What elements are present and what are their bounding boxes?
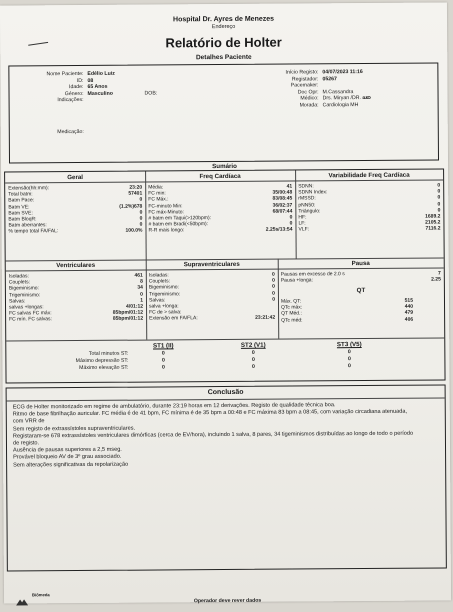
qt-title: QT [356, 287, 366, 295]
pacemaker-label: Pacemaker: [290, 82, 319, 89]
patient-id-value: 08 [87, 77, 94, 84]
st1-values [138, 350, 188, 371]
st-value: 0 [347, 356, 351, 363]
patient-age-value: 65 Anos [87, 84, 108, 91]
variab-table [298, 182, 440, 233]
summary-box [4, 168, 445, 383]
patient-name-label: Nome Paciente: [46, 70, 84, 78]
logo-text: Biômeda [32, 592, 50, 598]
patient-id-label: ID: [76, 77, 84, 84]
table-row: QTc méd: 406 [281, 316, 414, 324]
st-total-label: Total minutos ST: [88, 350, 129, 357]
st-labels [16, 351, 128, 373]
table-row: rMSSD: 0 [298, 194, 441, 202]
geral-title: Geral [67, 173, 84, 182]
divider [7, 397, 445, 401]
table-row: Salvas: 1 [8, 297, 144, 305]
freq-table [148, 184, 292, 235]
patient-age-label: Idade: [69, 84, 84, 91]
table-row: Batm SVE: 0 [8, 209, 143, 217]
table-row: Batm aberrantes: 0 [8, 221, 143, 229]
table-row: Isoladas: 461 [8, 272, 143, 280]
table-row: R-R mais longo: 2.25s/13:54 [148, 226, 293, 234]
table-row: Bigeminismo: 0 [148, 284, 275, 291]
table-row: Total batm: 57401 [8, 190, 143, 198]
st2-header: ST2 (V1) [240, 341, 266, 349]
st-value: 0 [251, 349, 255, 356]
report-page [0, 2, 451, 603]
table-row: Extensão(hh:mm): 23:20 [8, 184, 143, 192]
table-row: Trigeminismo: 0 [148, 290, 275, 298]
qt-table [281, 298, 413, 324]
st-section [6, 339, 444, 380]
table-row: Triângulo: 0 [298, 207, 441, 215]
table-row: FC Máx.: 83/08:45 [148, 195, 293, 203]
table-row: Couplets: 8 [8, 278, 143, 286]
doc-operator-value: M.Cassandra [322, 88, 354, 96]
table-row: Média: 41 [148, 183, 293, 191]
table-row: Extensão em FA/FLA: 23:21:42 [149, 315, 276, 322]
table-row: Trigeminismo: 0 [8, 291, 143, 299]
table-row: salva +longa: [149, 303, 179, 310]
divider [278, 259, 280, 339]
table-row: Salvas: 0 [148, 296, 275, 304]
st-depression-label: Máximo depressão ST: [75, 357, 129, 365]
table-row: FC de > salva: [149, 309, 182, 316]
conclusion-title: Conclusão [207, 388, 244, 397]
address-field-label: Morada: [299, 102, 319, 109]
hospital-name: Hospital Dr. Ayres de Menezes [172, 15, 275, 24]
table-row: FC salvas FC máx: 85bpm/01:12 [9, 309, 144, 317]
table-row: pNN50: 0 [298, 201, 441, 209]
patient-gender-label: Género: [64, 90, 84, 97]
table-row: FC mín. FC salvas: 85bpm/01:12 [9, 315, 144, 323]
summary-title: Sumário [212, 162, 237, 171]
patient-gender-value: Masculino [87, 90, 113, 97]
table-row: Bigeminismo: 34 [8, 284, 143, 292]
st1-header: ST1 (II) [152, 342, 174, 350]
patient-right-values [322, 69, 432, 109]
table-row: Batm VE: (1.2%)678 [8, 203, 143, 211]
table-row: Máx. QT: 515 [280, 297, 414, 305]
table-row: % tempo total FA/FAL: 100.0% [8, 227, 143, 235]
supra-table [149, 272, 275, 323]
table-row: Batm Pace: 0 [8, 196, 143, 204]
st3-values [324, 349, 374, 370]
table-row: # batm em Bradi(<50bpm): 0 [148, 220, 293, 228]
doc-operator-label: Doc Opr: [297, 89, 319, 96]
st-value: 0 [251, 356, 255, 363]
pausa-table [281, 270, 441, 284]
st-value: 0 [251, 363, 255, 370]
section-patient-details: Detalhes Paciente [195, 53, 252, 62]
patient-left-labels [13, 71, 83, 136]
table-row: LF: 2105.2 [298, 219, 441, 227]
conclusion-text: ECG de Holter monitorizado em regime de ambulatório, durante 23:19 horas em 12 derivações. Registo de qualidade técnica boa. Ritmo de base fibrilhação auricular. FC média é de 41 bpm, FC mínima é de 35 bpm a 00:48 e FC máxima 83 bpm a 08:45, com variação circadiana atenuada, com VRR de Sem registo de extrassístoles supraventriculares. Registaram-se 678 extrassístoles ventriculares dimórficas (cerca de EV/hora), incluindo 1 salva, 8 pares, 34 tigeminismos distribuídas ao longo de todo o período de registo. Ausência de pausas superiores a 2,5 mseg. Provável bloqueio AV de 3º grau associado. Sem alterações significativas da repolarização [12, 402, 414, 469]
variab-title: Variabilidade Freq Cardíaca [328, 171, 410, 180]
recorder-value: 05267 [322, 75, 337, 82]
divider [295, 171, 297, 259]
patient-indications-label: Indicações: [57, 97, 84, 104]
table-row: salvas +longas: 4/01:12 [9, 303, 144, 311]
physician-name: Drs. Miryan /DR. [322, 95, 361, 102]
table-row: QT Méd.: 479 [281, 310, 414, 318]
st3-header: ST3 (V5) [336, 341, 362, 349]
st-elevation-label: Máximo elevação ST: [79, 364, 129, 372]
report-title: Relatório de Holter [165, 34, 282, 51]
conclusion-box [6, 384, 447, 571]
address-label: Endereço [211, 23, 236, 31]
freq-title: Freq Cardíaca [199, 172, 241, 181]
signature-scribble: ɯɷ [362, 95, 371, 102]
geral-table [8, 185, 142, 236]
table-row: # batm em Taqui(>120bpm): 0 [148, 214, 293, 222]
table-row: Isoladas: 0 [148, 271, 275, 279]
table-row: FC máx-Minuto: 68/07:44 [148, 208, 293, 216]
st2-values [228, 350, 278, 371]
divider [146, 260, 148, 340]
st-value: 0 [161, 350, 165, 357]
physician-label: Médico: [300, 95, 319, 102]
patient-name-value: Edélio Luiz [87, 70, 115, 77]
table-row: Batm BloqR: 0 [8, 215, 143, 223]
table-row: Pausas em excesso de 2.0 s 7 [280, 270, 441, 278]
ventr-title: Ventriculares [56, 261, 96, 270]
st-value: 0 [347, 363, 351, 370]
record-start-value: 04/07/2023 11:16 [322, 69, 363, 76]
supra-title: Supraventriculares [183, 260, 240, 269]
address-value: Cardiologia MH [322, 102, 359, 109]
recorder-label: Registador: [291, 75, 319, 83]
record-start-label: Início Registo: [285, 69, 319, 76]
patient-medication-label: Medicação: [57, 128, 84, 136]
st-value: 0 [347, 349, 351, 356]
patient-details-box [8, 63, 439, 164]
patient-right-labels [244, 69, 318, 109]
ventr-table [9, 273, 143, 324]
table-row: SDNN: 0 [298, 182, 441, 190]
table-row: SDNN Index: 0 [298, 188, 441, 196]
table-row: FC min: 35/00:48 [148, 189, 293, 197]
divider [145, 172, 147, 260]
st-value: 0 [161, 357, 165, 364]
operator-note: Operador deve rever dados [193, 597, 262, 605]
table-row: FC-minuto Min: 36/02:37 [148, 202, 293, 210]
patient-dob-label: DOB: [144, 90, 158, 97]
st-value: 0 [161, 364, 165, 371]
table-row: VLF: 7116.2 [298, 225, 441, 233]
table-row: HF: 1689.2 [298, 213, 441, 221]
table-row: QTc máx: 440 [281, 303, 414, 311]
pausa-title: Pausa [351, 259, 370, 268]
table-row: Couplets: 0 [148, 277, 275, 285]
table-row: Pausa +longa: 2.25 [280, 276, 441, 284]
